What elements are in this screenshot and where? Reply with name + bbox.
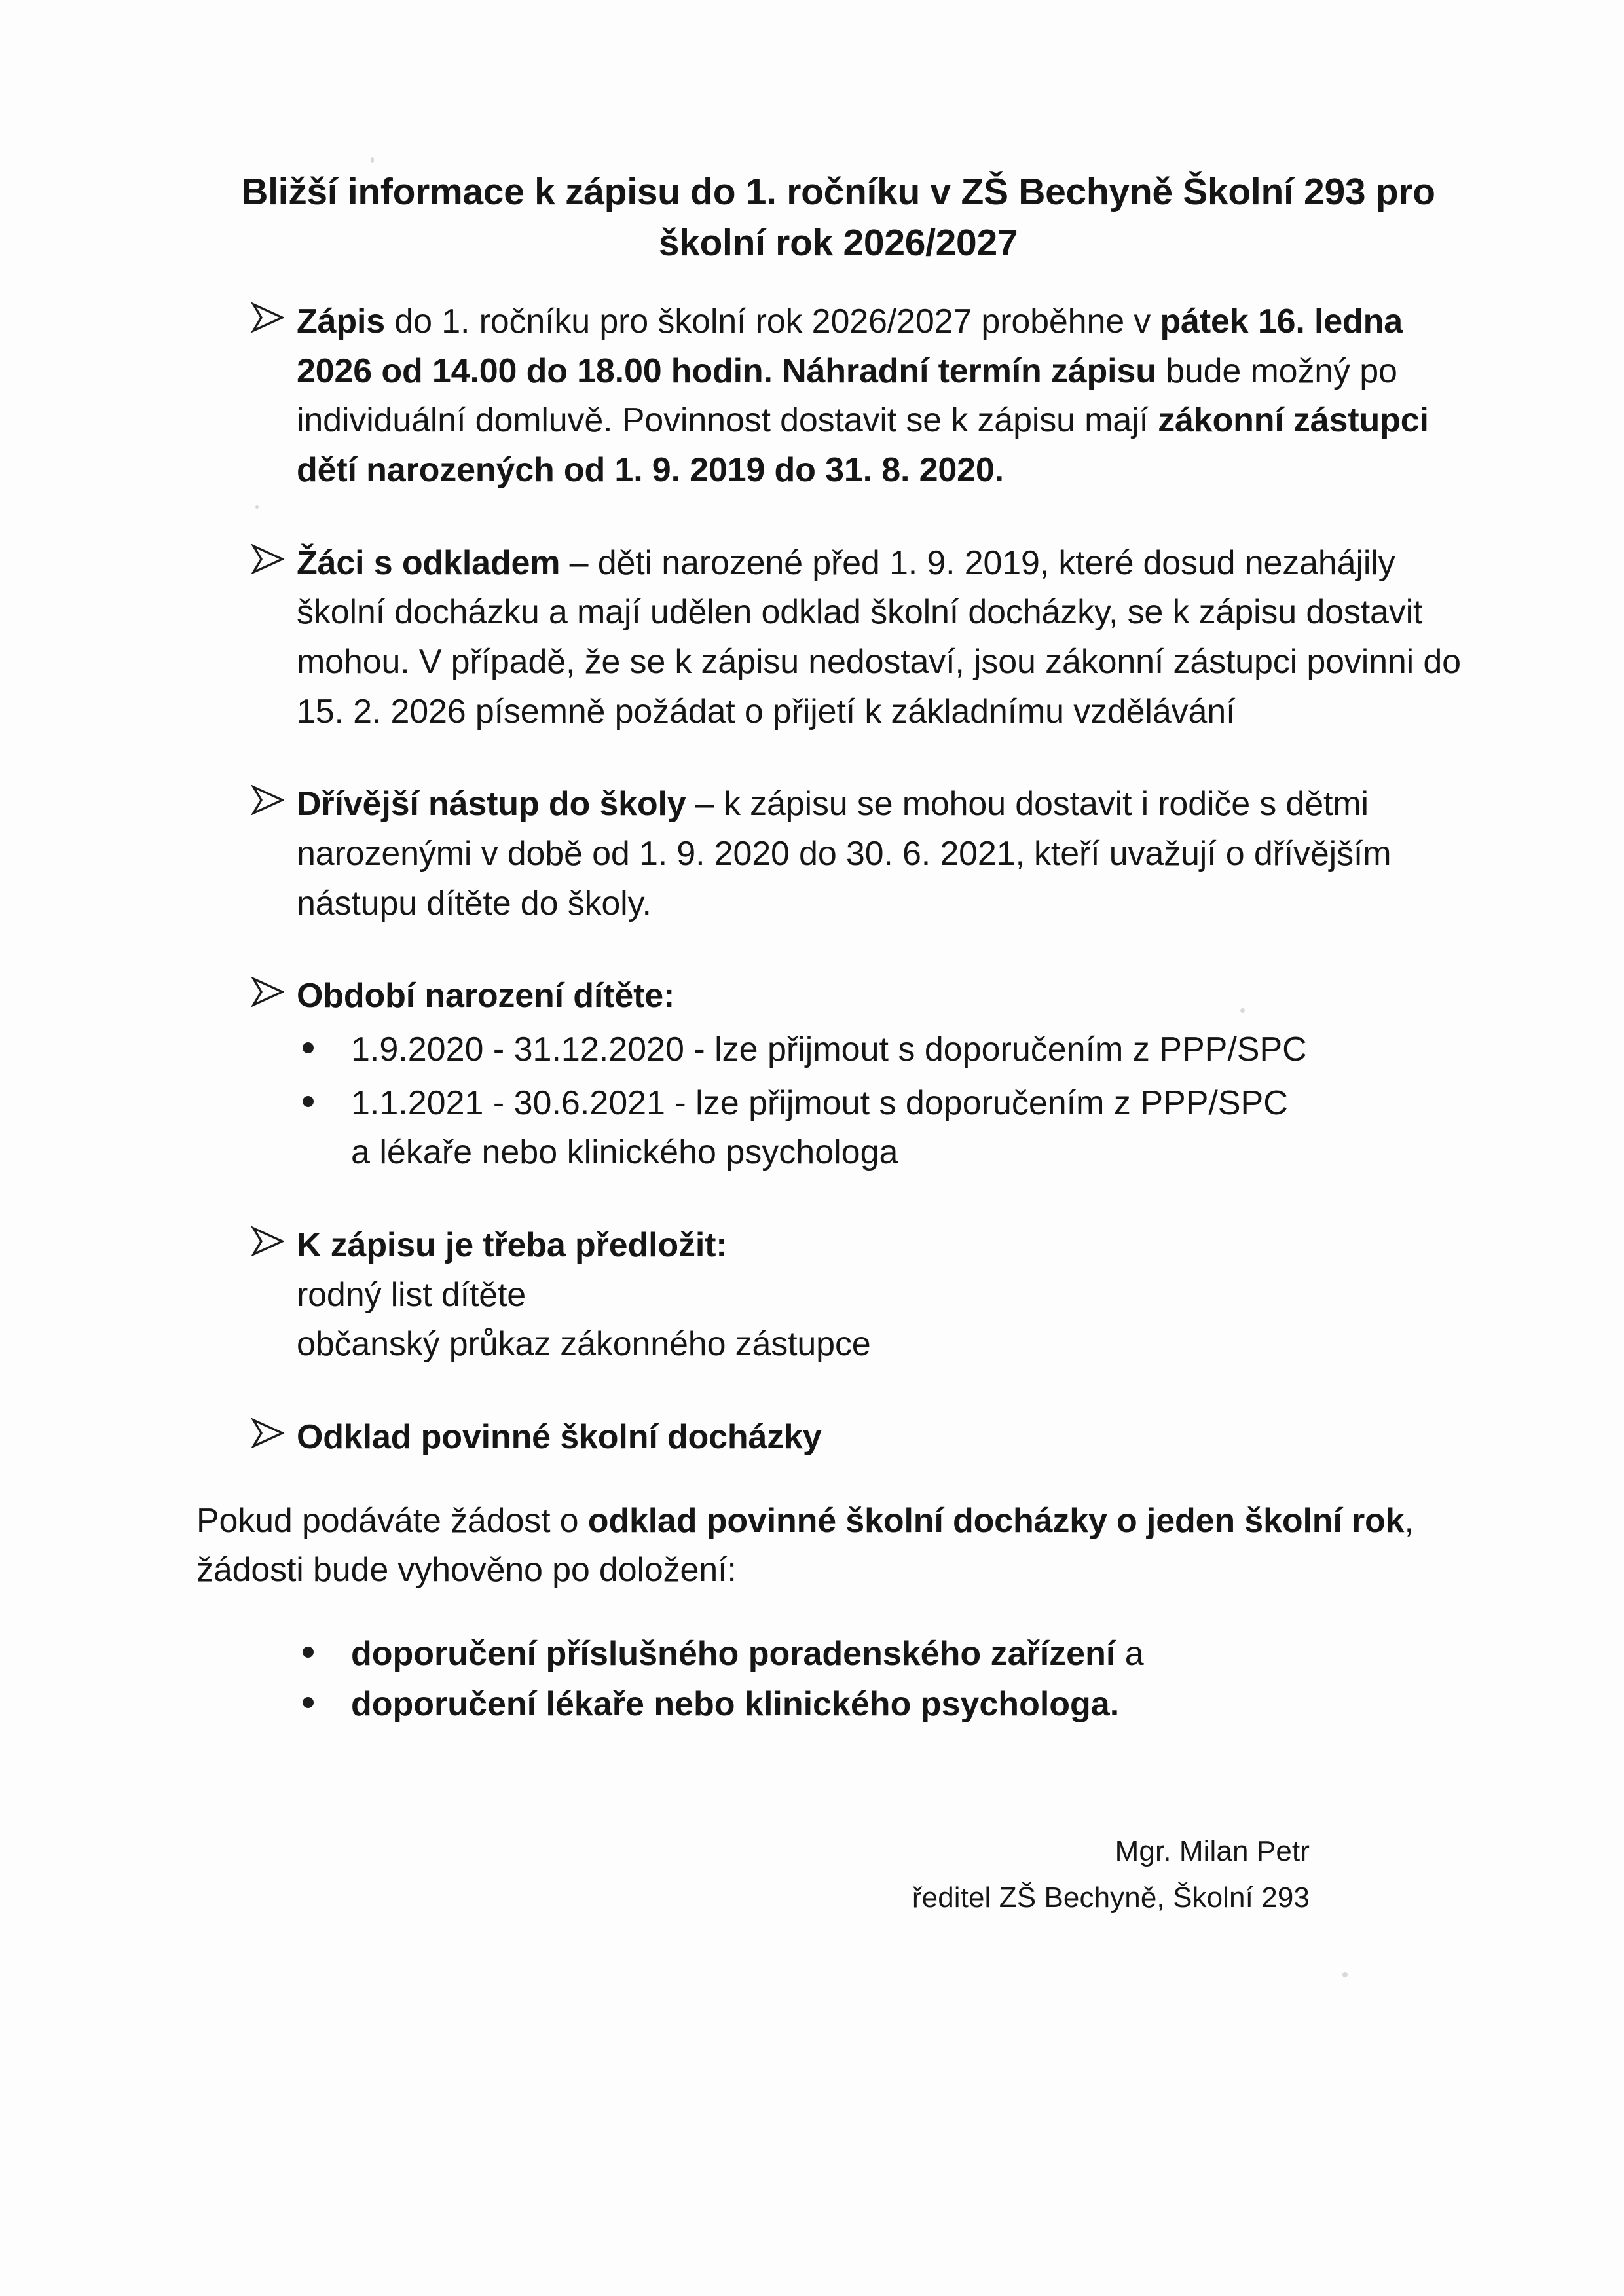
section-k-zapisu-predlozit (196, 1221, 1480, 1370)
list-item (293, 1630, 1480, 1679)
section-heading: Odklad povinné školní docházky (297, 1417, 822, 1456)
arrowhead-bullet-icon (251, 1226, 289, 1264)
round-bullet-icon (303, 1042, 314, 1053)
page-title (196, 167, 1480, 268)
text-run-bold: doporučení příslušného poradenského zařízení (351, 1634, 1116, 1673)
section-obdobi-narozeni (196, 972, 1480, 1021)
text-run-regular: a (1115, 1634, 1144, 1673)
arrowhead-bullet-icon (251, 785, 289, 823)
text-run-bold: Dřívější nástup do školy (297, 785, 686, 824)
required-document-2: občanský průkaz zákonného zástupce (297, 1325, 871, 1364)
list-item-label: 1.1.2021 - 30.6.2021 - lze přijmout s doporučením z PPP/SPC (351, 1084, 1288, 1122)
section-heading: K zápisu je třeba předložit: (297, 1226, 728, 1264)
odklad-paragraph-text (196, 1502, 1414, 1590)
title-line-2: školní rok 2026/2027 (658, 221, 1018, 264)
scan-speck (1342, 1972, 1348, 1977)
round-bullet-icon (303, 1697, 314, 1708)
text-run-bold: odklad povinné školní docházky o jeden školní rok (587, 1501, 1405, 1540)
arrowhead-bullet-icon (251, 977, 289, 1015)
text-run-bold: zákonní zástupci dětí narozených od 1. 9. 2019 do 31. 8. 2020. (297, 401, 1429, 489)
odklad-requirements-list (196, 1630, 1480, 1730)
arrowhead-bullet-icon (251, 1418, 289, 1456)
document-body (196, 167, 1480, 1922)
text-run-regular: do 1. ročníku pro školní rok 2026/2027 proběhne v (385, 302, 1160, 341)
text-run-bold: Žáci s odkladem (297, 543, 561, 582)
list-item-label (351, 1685, 1119, 1723)
text-run-bold: doporučení lékaře nebo klinického psychologa. (351, 1685, 1120, 1724)
section-text (297, 785, 1391, 922)
odklad-paragraph (196, 1497, 1480, 1595)
text-run-bold: pátek 16. ledna 2026 od 14.00 do 18.00 hodin. Náhradní termín zápisu (297, 302, 1403, 390)
signature-block (196, 1828, 1480, 1922)
list-item-label-cont: a lékaře nebo klinického psychologa (351, 1133, 898, 1172)
section-heading: Období narození dítěte: (297, 977, 675, 1015)
scan-speck (371, 157, 374, 163)
arrowhead-bullet-icon (251, 302, 289, 340)
round-bullet-icon (303, 1096, 314, 1107)
round-bullet-icon (303, 1647, 314, 1658)
section-text (297, 302, 1429, 489)
arrowhead-bullet-icon (251, 544, 289, 582)
text-run-regular: , žádosti bude vyhověno po doložení: (196, 1501, 1414, 1590)
section-drivejsi-nastup (196, 780, 1480, 928)
section-text (297, 544, 1461, 731)
birth-period-list (196, 1025, 1480, 1178)
signer-role: ředitel ZŠ Bechyně, Školní 293 (912, 1882, 1310, 1914)
required-document-1: rodný list dítěte (297, 1275, 526, 1314)
list-item (293, 1680, 1480, 1730)
text-run-regular: Pokud podáváte žádost o (196, 1501, 588, 1540)
list-item (293, 1025, 1480, 1075)
text-run-bold: Zápis (297, 302, 386, 341)
section-zaci-s-odkladem (196, 539, 1480, 737)
section-zapis (196, 297, 1480, 496)
list-item-label (351, 1635, 1144, 1673)
text-run-regular: – děti narozené před 1. 9. 2019, které dosud nezahájily školní docházku a mají udělen odklad školní docházky, se k zápisu dostavit mohou. V případě, že se k zápisu nedostaví, jsou zákonní zástupci povinni do 15. 2. 2026 písemně požádat o přijetí k základnímu vzdělávání (297, 543, 1461, 731)
list-item (293, 1079, 1480, 1178)
text-run-regular: bude možný po individuální domluvě. Povinnost dostavit se k zápisu mají (297, 352, 1397, 440)
section-odklad-dochazky (196, 1413, 1480, 1463)
list-item-label: 1.9.2020 - 31.12.2020 - lze přijmout s doporučením z PPP/SPC (351, 1030, 1307, 1068)
text-run-regular: – k zápisu se mohou dostavit i rodiče s dětmi narozenými v době od 1. 9. 2020 do 30. 6. 2021, kteří uvažují o dřívějším nástupu dítěte do školy. (297, 785, 1392, 922)
title-line-1: Bližší informace k zápisu do 1. ročníku v ZŠ Bechyně Školní 293 pro (241, 171, 1435, 213)
signer-name: Mgr. Milan Petr (1115, 1835, 1310, 1868)
